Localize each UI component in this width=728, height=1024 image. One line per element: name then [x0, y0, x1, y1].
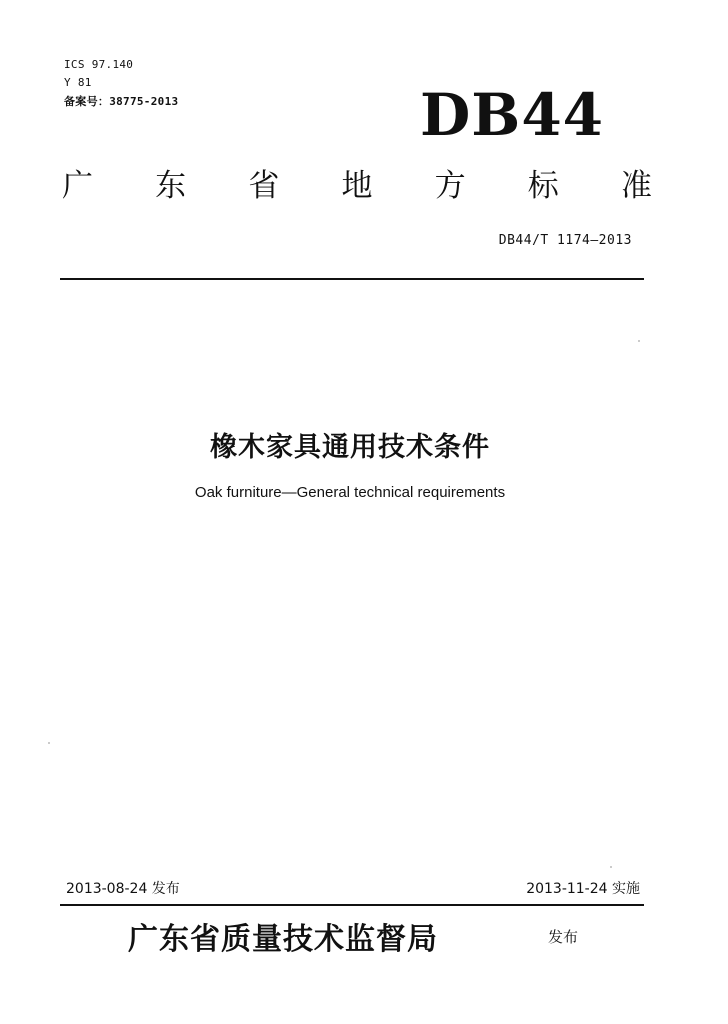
standard-type-char: 东	[155, 168, 187, 204]
issuer-action: 发布	[548, 928, 579, 946]
scan-speck	[638, 340, 640, 342]
standard-type-char: 方	[434, 168, 466, 204]
scan-speck	[48, 742, 50, 744]
standard-type-char: 省	[248, 168, 280, 204]
record-number: 备案号：38775-2013	[64, 95, 179, 108]
standard-type-char: 准	[620, 168, 652, 204]
scan-speck	[610, 866, 612, 868]
footer-divider	[60, 904, 644, 906]
standard-type-char: 标	[527, 168, 559, 204]
effective-date: 2013-11-24 实施	[526, 881, 640, 897]
issuing-authority: 广东省质量技术监督局	[128, 922, 438, 957]
title-chinese: 橡木家具通用技术条件	[210, 432, 490, 463]
header-divider	[60, 278, 644, 280]
issue-date: 2013-08-24 发布	[66, 881, 180, 897]
db-standard-logo: DB44	[420, 81, 605, 149]
ics-code: ICS 97.140	[64, 58, 134, 71]
standard-type-char: 广	[62, 168, 93, 204]
ccs-code: Y 81	[64, 76, 92, 89]
title-english: Oak furniture—General technical requirements	[194, 484, 506, 501]
standard-type-heading	[62, 166, 652, 206]
standard-number: DB44/T 1174—2013	[498, 233, 632, 248]
standard-type-char: 地	[341, 168, 373, 204]
